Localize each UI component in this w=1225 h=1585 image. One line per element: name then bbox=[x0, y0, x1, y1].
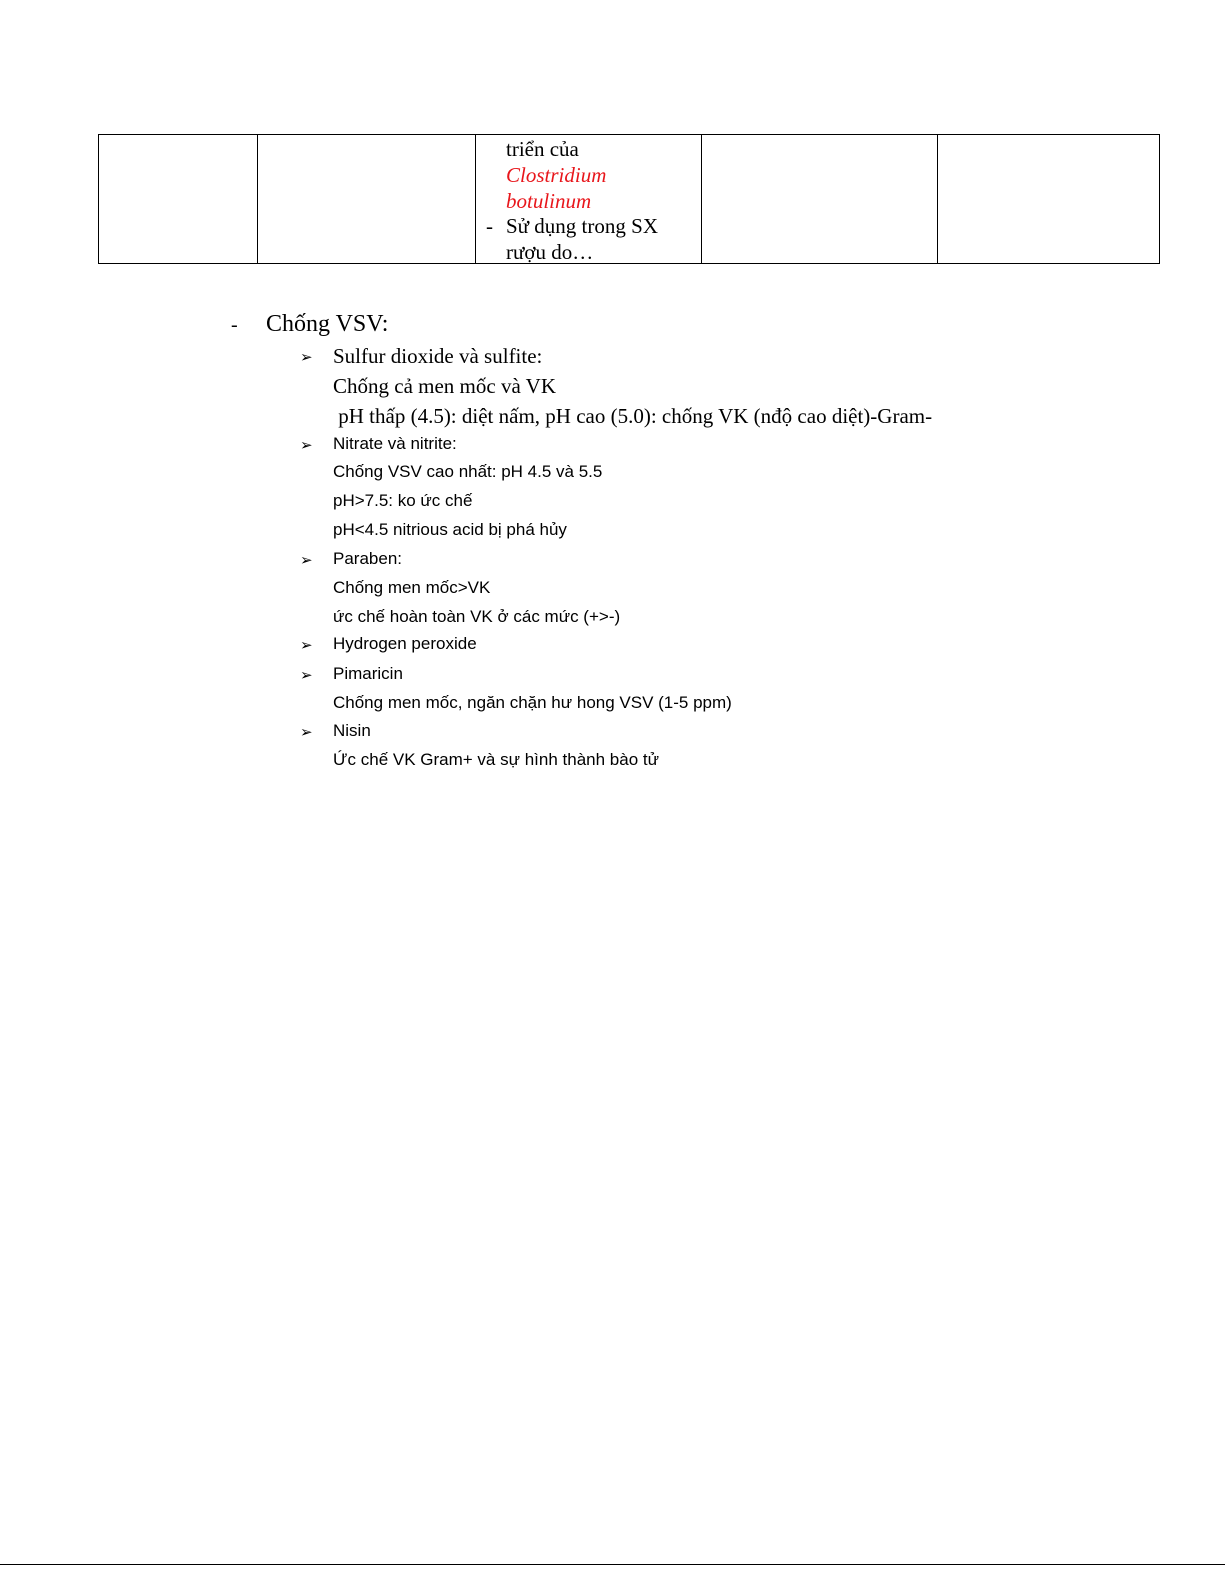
list-item-line: Chống cả men mốc và VK bbox=[333, 374, 556, 398]
arrow-bullet-icon: ➢ bbox=[300, 638, 313, 654]
list-item-line: Ức chế VK Gram+ và sự hình thành bào tử bbox=[333, 750, 659, 769]
list-item-line: Chống VSV cao nhất: pH 4.5 và 5.5 bbox=[333, 462, 603, 481]
arrow-bullet-icon: ➢ bbox=[300, 553, 313, 569]
table-fragment bbox=[98, 134, 1160, 264]
table-cell-2 bbox=[258, 135, 476, 264]
list-item-title: Hydrogen peroxide bbox=[333, 634, 477, 653]
page-bottom-rule bbox=[0, 1564, 1225, 1565]
list-item-line: pH thấp (4.5): diệt nấm, pH cao (5.0): chống VK (nđộ cao diệt)-Gram- bbox=[333, 404, 933, 428]
section-heading: Chống VSV: bbox=[266, 311, 389, 337]
list-item-line: pH<4.5 nitrious acid bị phá hủy bbox=[333, 520, 567, 539]
arrow-bullet-icon: ➢ bbox=[300, 438, 313, 454]
arrow-bullet-icon: ➢ bbox=[300, 350, 313, 366]
cell-line: triển của bbox=[506, 137, 579, 161]
organism-name: botulinum bbox=[506, 189, 592, 213]
list-item-title: Pimaricin bbox=[333, 664, 403, 683]
list-item-title: Paraben: bbox=[333, 549, 402, 568]
cell-line: rượu do… bbox=[506, 240, 594, 264]
list-item-line: pH>7.5: ko ức chế bbox=[333, 491, 473, 510]
table-cell-3 bbox=[476, 135, 702, 264]
table-cell-5 bbox=[938, 135, 1160, 264]
heading-dash: - bbox=[231, 314, 238, 336]
arrow-bullet-icon: ➢ bbox=[300, 725, 313, 741]
list-item-title: Nisin bbox=[333, 721, 371, 740]
bullet-dash: - bbox=[486, 214, 493, 238]
table-row bbox=[99, 135, 1160, 264]
list-item-line: Chống men mốc>VK bbox=[333, 578, 491, 597]
organism-name: Clostridium bbox=[506, 163, 607, 187]
table-cell-4 bbox=[702, 135, 938, 264]
cell-line: Sử dụng trong SX bbox=[506, 214, 658, 238]
list-item-title: Sulfur dioxide và sulfite: bbox=[333, 344, 543, 368]
list-item-line: ức chế hoàn toàn VK ở các mức (+>-) bbox=[333, 607, 621, 626]
list-item-line: Chống men mốc, ngăn chặn hư hong VSV (1-5 ppm) bbox=[333, 693, 732, 712]
list-item-title: Nitrate và nitrite: bbox=[333, 434, 457, 453]
arrow-bullet-icon: ➢ bbox=[300, 668, 313, 684]
table-cell-1 bbox=[99, 135, 258, 264]
